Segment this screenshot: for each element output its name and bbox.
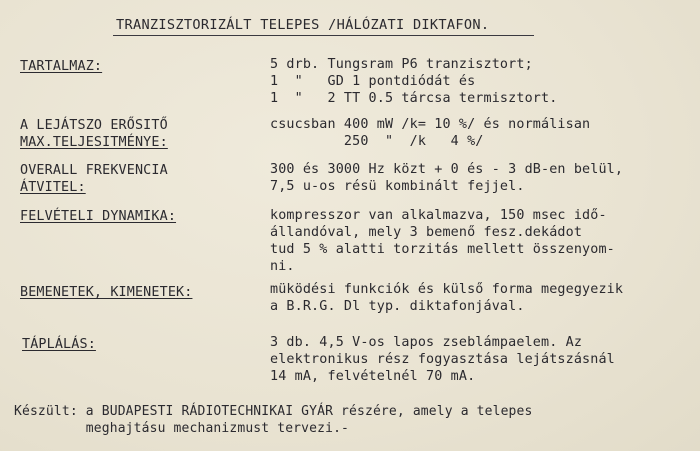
footer-line-1: Készült: a BUDAPESTI RÁDIOTECHNIKAI GYÁR részére, amely a telepes: [14, 404, 533, 419]
value-frequency-line-2: 7,5 u-os résü kombinált fejjel.: [270, 179, 525, 194]
document-title: TRANZISZTORIZÁLT TELEPES /HÁLÓZATI DIKTAFON.: [116, 17, 490, 33]
value-power-line-1: 3 db. 4,5 V-os lapos zseblámpaelem. Az: [270, 335, 583, 350]
label-dynamics: FELVÉTELI DYNAMIKA:: [20, 209, 177, 224]
title-underline: [113, 35, 534, 36]
value-contents-line-3: 1 " 2 TT 0.5 tárcsa termisztort.: [270, 91, 558, 106]
value-power-line-2: elektronikus rész fogyasztása lejátszásnál: [270, 352, 615, 367]
label-frequency-line-2: ÁTVITEL:: [20, 180, 86, 195]
value-inputs-line-1: müködési funkciók és külső forma megegyezik: [270, 282, 624, 297]
label-frequency-line-1: OVERALL FREKVENCIA: [20, 163, 168, 178]
value-dynamics-line-2: állandóval, mely 3 bemenő fesz.dekádot: [270, 225, 583, 240]
value-dynamics-line-1: kompresszor van alkalmazva, 150 msec idő-: [270, 208, 607, 223]
value-power-line-3: 14 mA, felvételnél 70 mA.: [270, 369, 476, 384]
footer-line-2: meghajtásu mechanizmust tervezi.-: [14, 421, 350, 436]
label-contents: TARTALMAZ:: [20, 59, 103, 74]
label-amplifier-line-1: A LEJÁTSZO ERŐSITŐ: [20, 118, 168, 133]
label-power-supply: TÁPLÁLÁS:: [22, 337, 96, 352]
value-inputs-line-2: a B.R.G. Dl typ. diktafonjával.: [270, 299, 525, 314]
label-inputs-outputs: BEMENETEK, KIMENETEK:: [20, 285, 193, 300]
value-amplifier-line-2: 250 " /k 4 %/: [270, 134, 484, 149]
label-amplifier-line-2: MAX.TELJESITMÉNYE:: [20, 135, 168, 150]
value-contents-line-2: 1 " GD 1 pontdiódát és: [270, 74, 476, 89]
value-contents-line-1: 5 drb. Tungsram P6 tranzisztort;: [270, 57, 533, 72]
value-amplifier-line-1: csucsban 400 mW /k= 10 %/ és normálisan: [270, 117, 591, 132]
value-frequency-line-1: 300 és 3000 Hz közt + 0 és - 3 dB-en belül,: [270, 162, 624, 177]
value-dynamics-line-3: tud 5 % alatti torzitás mellett összenyom-: [270, 242, 615, 257]
value-dynamics-line-4: ni.: [270, 259, 295, 274]
